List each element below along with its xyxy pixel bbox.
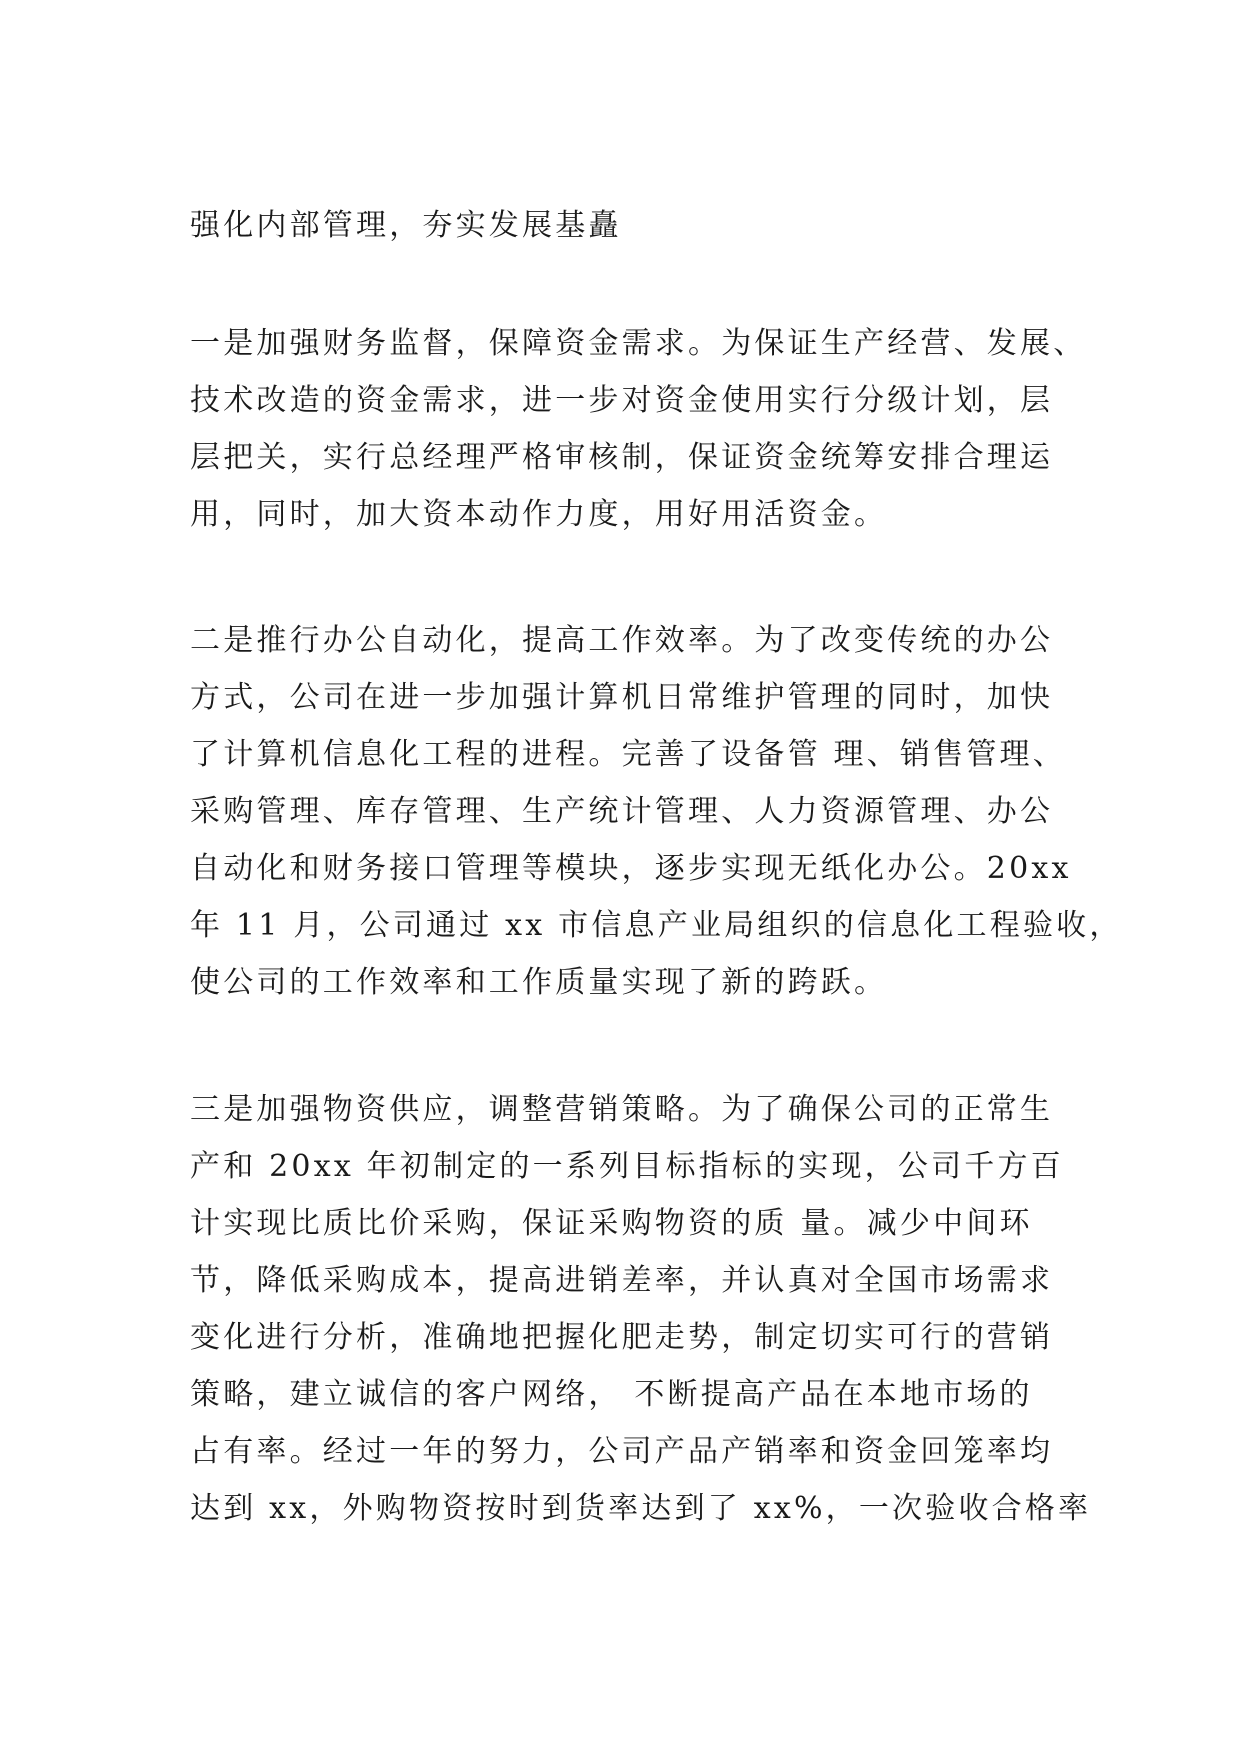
paragraph-3-line-7: 占有率。经过一年的努力，公司产品产销率和资金回笼率均 xyxy=(190,1434,1054,1469)
section-heading: 强化内部管理，夯实发展基矗 xyxy=(190,208,622,243)
paragraph-2-line-1: 二是推行办公自动化，提高工作效率。为了改变传统的办公 xyxy=(190,623,1054,658)
paragraph-3-line-2: 产和 20xx 年初制定的一系列目标指标的实现，公司千方百 xyxy=(190,1149,1064,1184)
paragraph-3-line-8: 达到 xx，外购物资按时到货率达到了 xx%，一次验收合格率 xyxy=(190,1491,1092,1526)
paragraph-3-line-6: 策略，建立诚信的客户网络， 不断提高产品在本地市场的 xyxy=(190,1377,1033,1412)
paragraph-2-line-6: 年 11 月，公司通过 xx 市信息产业局组织的信息化工程验收， xyxy=(190,908,1123,943)
paragraph-3-line-1: 三是加强物资供应，调整营销策略。为了确保公司的正常生 xyxy=(190,1092,1054,1127)
paragraph-3-line-5: 变化进行分析，准确地把握化肥走势，制定切实可行的营销 xyxy=(190,1320,1054,1355)
paragraph-2-line-3: 了计算机信息化工程的进程。完善了设备管 理、销售管理、 xyxy=(190,737,1066,772)
paragraph-1-line-2: 技术改造的资金需求，进一步对资金使用实行分级计划，层 xyxy=(190,383,1054,418)
paragraph-1-line-4: 用，同时，加大资本动作力度，用好用活资金。 xyxy=(190,497,888,532)
paragraph-3-line-4: 节，降低采购成本，提高进销差率，并认真对全国市场需求 xyxy=(190,1263,1054,1298)
paragraph-2-line-2: 方式，公司在进一步加强计算机日常维护管理的同时，加快 xyxy=(190,680,1054,715)
paragraph-2-line-4: 采购管理、库存管理、生产统计管理、人力资源管理、办公 xyxy=(190,794,1054,829)
paragraph-1-line-1: 一是加强财务监督，保障资金需求。为保证生产经营、发展、 xyxy=(190,326,1087,361)
paragraph-3-line-3: 计实现比质比价采购，保证采购物资的质 量。减少中间环 xyxy=(190,1206,1033,1241)
paragraph-2-line-7: 使公司的工作效率和工作质量实现了新的跨跃。 xyxy=(190,965,888,1000)
paragraph-2-line-5: 自动化和财务接口管理等模块，逐步实现无纸化办公。20xx xyxy=(190,851,1072,886)
paragraph-1-line-3: 层把关，实行总经理严格审核制，保证资金统筹安排合理运 xyxy=(190,440,1054,475)
